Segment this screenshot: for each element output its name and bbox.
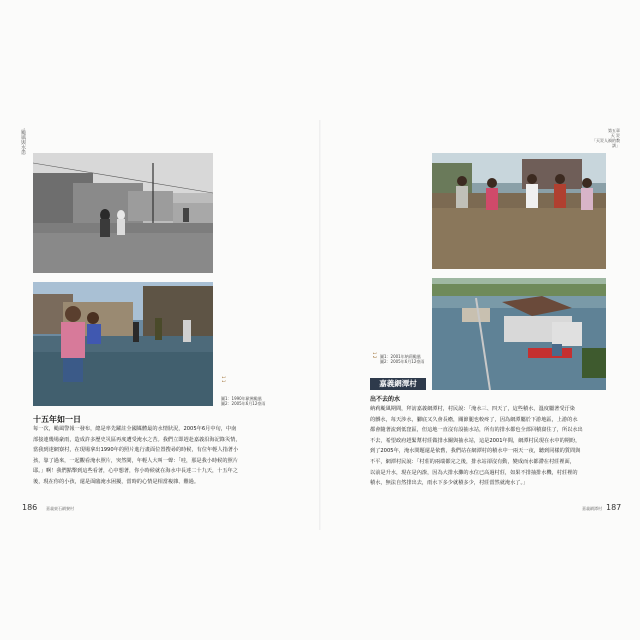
- right-caption-line-1: 圖1：2001年納莉颱風: [380, 354, 421, 359]
- left-body-line: 孩，靠了過來，一起觀看淹水照片，突然間，年輕人大叫一聲：「哇，那是我小時候的照片: [33, 457, 238, 464]
- left-body-line: 當我到達網寮村，在現場拿出1990年的照片進行畫面位置搜尋的時候，有位年輕人指著小: [33, 447, 239, 454]
- right-caption-line-2: 圖2：2005年6月12豪雨: [380, 359, 425, 364]
- right-photo-caption: [380, 354, 424, 364]
- right-body-line: 都會隨著流到低窪區，但這地一直沒有設抽水站，所有的排水都也全部回積窩住了，所以水出: [370, 427, 583, 434]
- right-body-line: 不去，希望政府趕緊幫村莊做排水關與抽水站，這是2001年間，網潭村民現在水中的期盼，: [370, 437, 581, 444]
- left-body-line: 耶。」啊！我們點擊到這些看著，心中想著，你小時候就在海水中長達二十九天，十五年之: [33, 468, 238, 475]
- right-body-text: [370, 404, 606, 489]
- right-body-line: 到了2005年，淹水問題還是依舊，我們站在網潭村的積水中一兩天一夜，聽到同樣的質問與: [370, 448, 581, 455]
- right-running-head: 嘉義網潭村: [582, 506, 602, 511]
- right-body-line: 積水，無法自然排出去，雨水下多少就積多少，村莊當然就淹水了。」: [370, 480, 529, 487]
- right-body-line: 以前是升水，現在是內潦，因為大排水灘的水位已高過村莊，如果不排抽排水機，村莊裡的: [370, 469, 578, 476]
- right-side-tab-line-1: 第五章: [608, 128, 620, 133]
- right-caption-number: 1 2: [372, 352, 377, 359]
- left-caption-line-2: 圖2：2005年6月12豪雨: [221, 401, 266, 406]
- left-body-text: [33, 424, 273, 488]
- photo-woman-child-flood: [33, 282, 213, 406]
- left-photo-caption: [221, 396, 265, 406]
- left-heading: 十五年如一日: [33, 415, 81, 424]
- right-subheading: 出不去的水: [370, 396, 401, 403]
- right-side-tab-line-2: 天 災: [610, 133, 620, 138]
- left-body-line: 後，現在你的小孩，還是面臨淹水困擾，當時的心情是相當複雜、難過。: [33, 478, 200, 485]
- left-caption-number: 1 1: [221, 376, 226, 383]
- left-running-head: 嘉義東石網寮村: [46, 506, 74, 511]
- right-folio: 187: [606, 503, 622, 512]
- right-body-line: 不平，網潭村民說：「村莊的兩端都完之後，排水站卻沒有動，變成而水都滯在村莊裡面，: [370, 458, 575, 465]
- photo-flood-street-bw: [33, 153, 213, 273]
- right-body-line: 納莉颱風期間，拜訪嘉義網潭村，村民說：「淹水三、四天了，這些積水，溫度屬著受汙染: [370, 406, 575, 412]
- right-side-tab: [590, 128, 620, 148]
- left-body-line: 每一次，颱風警報一發布，總是率先躍註全國媒體最的水情狀況，2005年6月中旬，中南: [33, 426, 237, 432]
- gutter-shadow: [319, 120, 321, 530]
- left-caption-line-1: 圖1：1990年歐佛颱風: [221, 396, 262, 401]
- right-side-tab-line-3: 「天災人禍的教訓」: [592, 138, 620, 148]
- right-body-line: 的髒水，每天涉水，腳底又久會長瘡，關節腿也較疼了，因為網潭屬於下游地區，上游的水: [370, 416, 578, 423]
- chapter-title-box: 嘉義網潭村: [370, 378, 426, 390]
- photo-flooded-village-aerial: [432, 278, 606, 390]
- photo-villagers-in-flood: [432, 153, 606, 269]
- left-folio: 186: [22, 503, 38, 512]
- left-side-tab: ‧颱風與水患: [20, 128, 26, 155]
- left-body-line: 部接連幾場豪雨，造成許多歷史災區再度遭受淹水之苦。我們立即趕赴嘉義沿海記錄災情，: [33, 436, 241, 443]
